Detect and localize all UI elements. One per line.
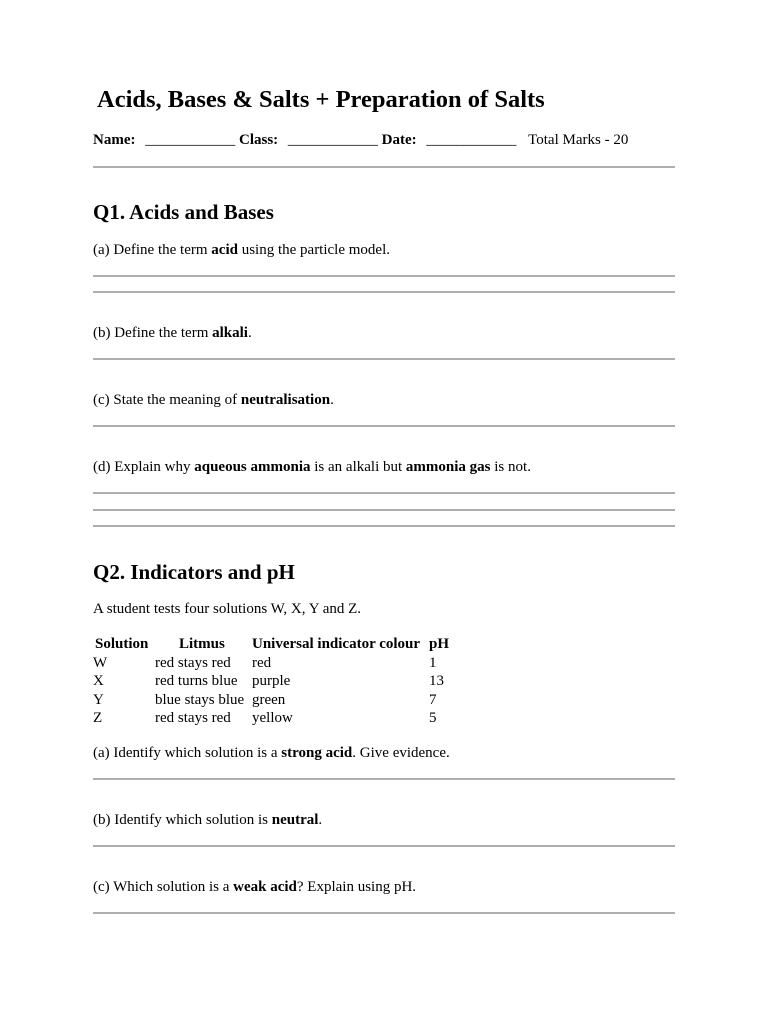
q1d-answer-line-3[interactable] bbox=[93, 525, 675, 527]
q2c-prompt: (c) Which solution is a weak acid? Explain using pH. bbox=[93, 879, 417, 895]
q2b-answer-line-1[interactable] bbox=[93, 845, 675, 847]
col-header-ph: pH bbox=[429, 636, 450, 652]
cell-solution: W bbox=[93, 654, 108, 671]
indicator-results-table bbox=[93, 635, 449, 728]
cell-ph: 5 bbox=[429, 710, 437, 726]
header-divider bbox=[93, 166, 675, 168]
col-header-solution: Solution bbox=[95, 636, 149, 652]
cell-colour: yellow bbox=[252, 710, 293, 726]
cell-ph: 7 bbox=[429, 691, 437, 708]
cell-litmus: red stays red bbox=[155, 654, 231, 671]
col-header-litmus: Litmus bbox=[179, 636, 225, 652]
cell-solution: Y bbox=[93, 691, 104, 708]
table-row bbox=[93, 691, 449, 710]
q2a-prompt: (a) Identify which solution is a strong acid. Give evidence. bbox=[93, 745, 450, 761]
q2-heading: Q2. Indicators and pH bbox=[93, 560, 295, 584]
col-header-universal-indicator: Universal indicator colour bbox=[252, 636, 421, 652]
q2a-answer-line-1[interactable] bbox=[93, 778, 675, 780]
worksheet-title: Acids, Bases & Salts + Preparation of Salts bbox=[97, 86, 545, 113]
name-blank: ____________ bbox=[145, 132, 236, 148]
q1c-answer-line-1[interactable] bbox=[93, 425, 675, 427]
q2-intro: A student tests four solutions W, X, Y and Z. bbox=[93, 601, 362, 617]
cell-solution: Z bbox=[93, 710, 103, 726]
total-marks: Total Marks - 20 bbox=[528, 132, 629, 148]
cell-solution: X bbox=[93, 673, 104, 689]
q1a-answer-line-2[interactable] bbox=[93, 291, 675, 293]
date-blank: ____________ bbox=[426, 132, 517, 148]
name-label: Name: bbox=[93, 132, 136, 148]
table-row bbox=[93, 672, 449, 691]
class-label: Class: bbox=[238, 132, 279, 148]
q1d-answer-line-1[interactable] bbox=[93, 492, 675, 494]
q2b-prompt: (b) Identify which solution is neutral. bbox=[93, 812, 323, 828]
cell-litmus: blue stays blue bbox=[155, 691, 245, 708]
date-label: Date: bbox=[381, 132, 417, 148]
q1a-prompt: (a) Define the term acid using the particle model. bbox=[93, 242, 390, 258]
q1a-answer-line-1[interactable] bbox=[93, 275, 675, 277]
cell-ph: 13 bbox=[429, 673, 444, 689]
table-row bbox=[93, 709, 449, 728]
cell-ph: 1 bbox=[429, 654, 437, 671]
q1b-answer-line-1[interactable] bbox=[93, 358, 675, 360]
cell-colour: red bbox=[252, 654, 272, 671]
cell-colour: purple bbox=[252, 673, 291, 689]
q1b-prompt: (b) Define the term alkali. bbox=[93, 325, 252, 341]
class-blank: ____________ bbox=[287, 132, 378, 148]
table-header-row bbox=[93, 635, 449, 654]
cell-litmus: red turns blue bbox=[155, 673, 238, 689]
q1-heading: Q1. Acids and Bases bbox=[93, 200, 274, 224]
q1d-answer-line-2[interactable] bbox=[93, 509, 675, 511]
student-info-line bbox=[93, 132, 628, 149]
cell-colour: green bbox=[252, 691, 286, 708]
q2c-answer-line-1[interactable] bbox=[93, 912, 675, 914]
q1c-prompt: (c) State the meaning of neutralisation. bbox=[93, 392, 334, 408]
table-row bbox=[93, 654, 449, 673]
cell-litmus: red stays red bbox=[155, 710, 231, 726]
q1d-prompt: (d) Explain why aqueous ammonia is an alkali but ammonia gas is not. bbox=[93, 459, 531, 475]
